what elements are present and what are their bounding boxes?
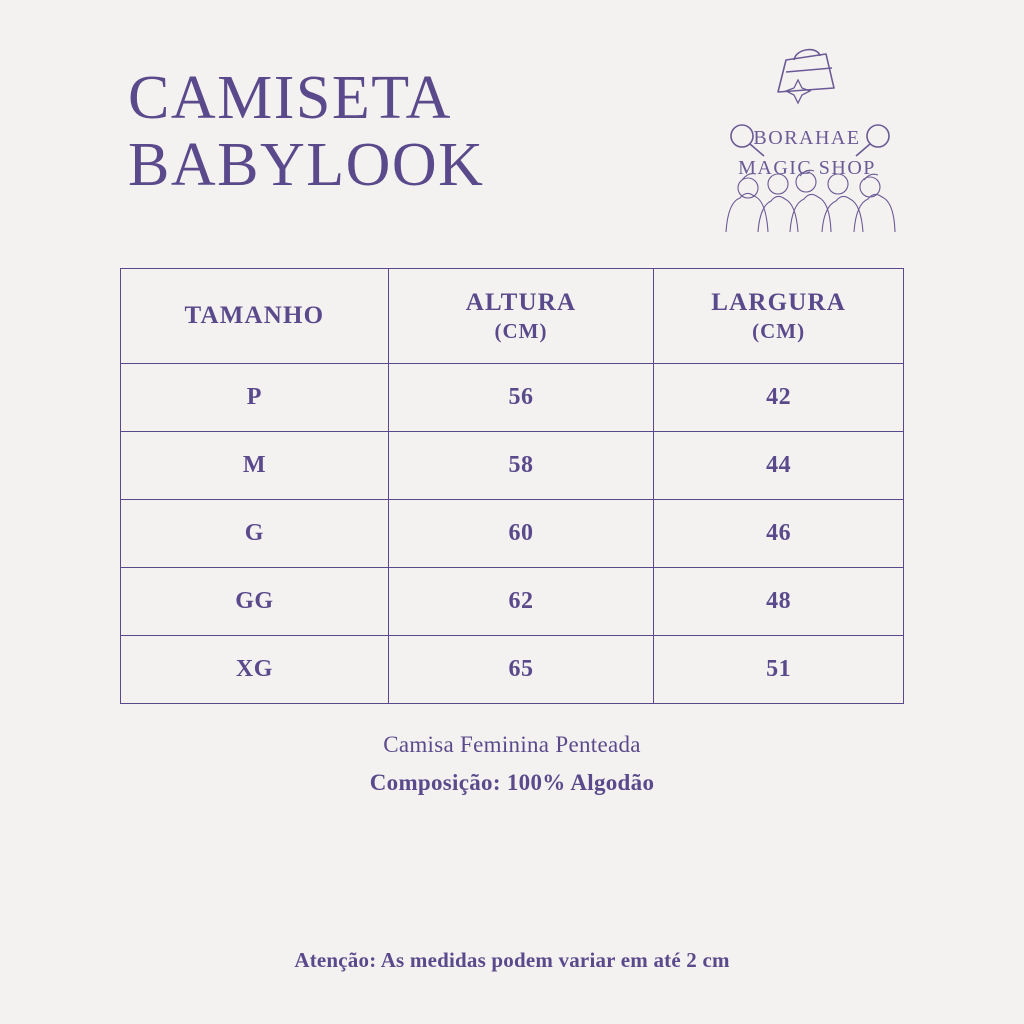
column-header-tamanho-label: TAMANHO <box>184 302 325 329</box>
cell-largura: 44 <box>654 432 904 500</box>
cell-altura: 60 <box>388 500 653 568</box>
size-table <box>120 268 904 704</box>
cell-size: G <box>121 500 389 568</box>
cell-largura: 46 <box>654 500 904 568</box>
cell-largura: 48 <box>654 568 904 636</box>
cell-largura: 51 <box>654 636 904 704</box>
column-header-altura <box>388 269 653 364</box>
column-header-tamanho <box>121 269 389 364</box>
magnifier-right-icon <box>856 125 889 156</box>
people-illustration <box>726 170 895 232</box>
table-row <box>121 636 904 704</box>
table-row <box>121 500 904 568</box>
column-header-altura-label: ALTURA <box>465 288 577 316</box>
table-header-row <box>121 269 904 364</box>
size-table-container <box>120 268 904 704</box>
cell-size: P <box>121 364 389 432</box>
cell-size: XG <box>121 636 389 704</box>
table-row <box>121 432 904 500</box>
cell-altura: 56 <box>388 364 653 432</box>
logo-text-bottom: MAGIC SHOP <box>738 157 876 179</box>
cell-size: GG <box>121 568 389 636</box>
borahae-magic-shop-logo <box>702 32 912 242</box>
measurement-warning: Atenção: As medidas podem variar em até 2 cm <box>294 948 730 972</box>
logo-text-top: BORAHAE <box>753 127 861 149</box>
cell-largura: 42 <box>654 364 904 432</box>
table-row <box>121 364 904 432</box>
shopping-bag-icon <box>778 50 834 92</box>
page-title <box>128 64 688 199</box>
column-header-largura-label: LARGURA <box>711 288 846 316</box>
cell-size: M <box>121 432 389 500</box>
cell-altura: 65 <box>388 636 653 704</box>
column-header-altura-unit: (CM) <box>494 318 548 343</box>
table-row <box>121 568 904 636</box>
product-notes <box>0 726 1024 802</box>
column-header-largura-unit: (CM) <box>752 318 806 343</box>
title-line-1: CAMISETA <box>128 64 452 132</box>
cell-altura: 58 <box>388 432 653 500</box>
cell-altura: 62 <box>388 568 653 636</box>
note-fabric-type: Camisa Feminina Penteada <box>383 732 641 757</box>
title-line-2: BABYLOOK <box>128 130 485 199</box>
column-header-largura <box>654 269 904 364</box>
note-composition: Composição: 100% Algodão <box>369 769 655 795</box>
